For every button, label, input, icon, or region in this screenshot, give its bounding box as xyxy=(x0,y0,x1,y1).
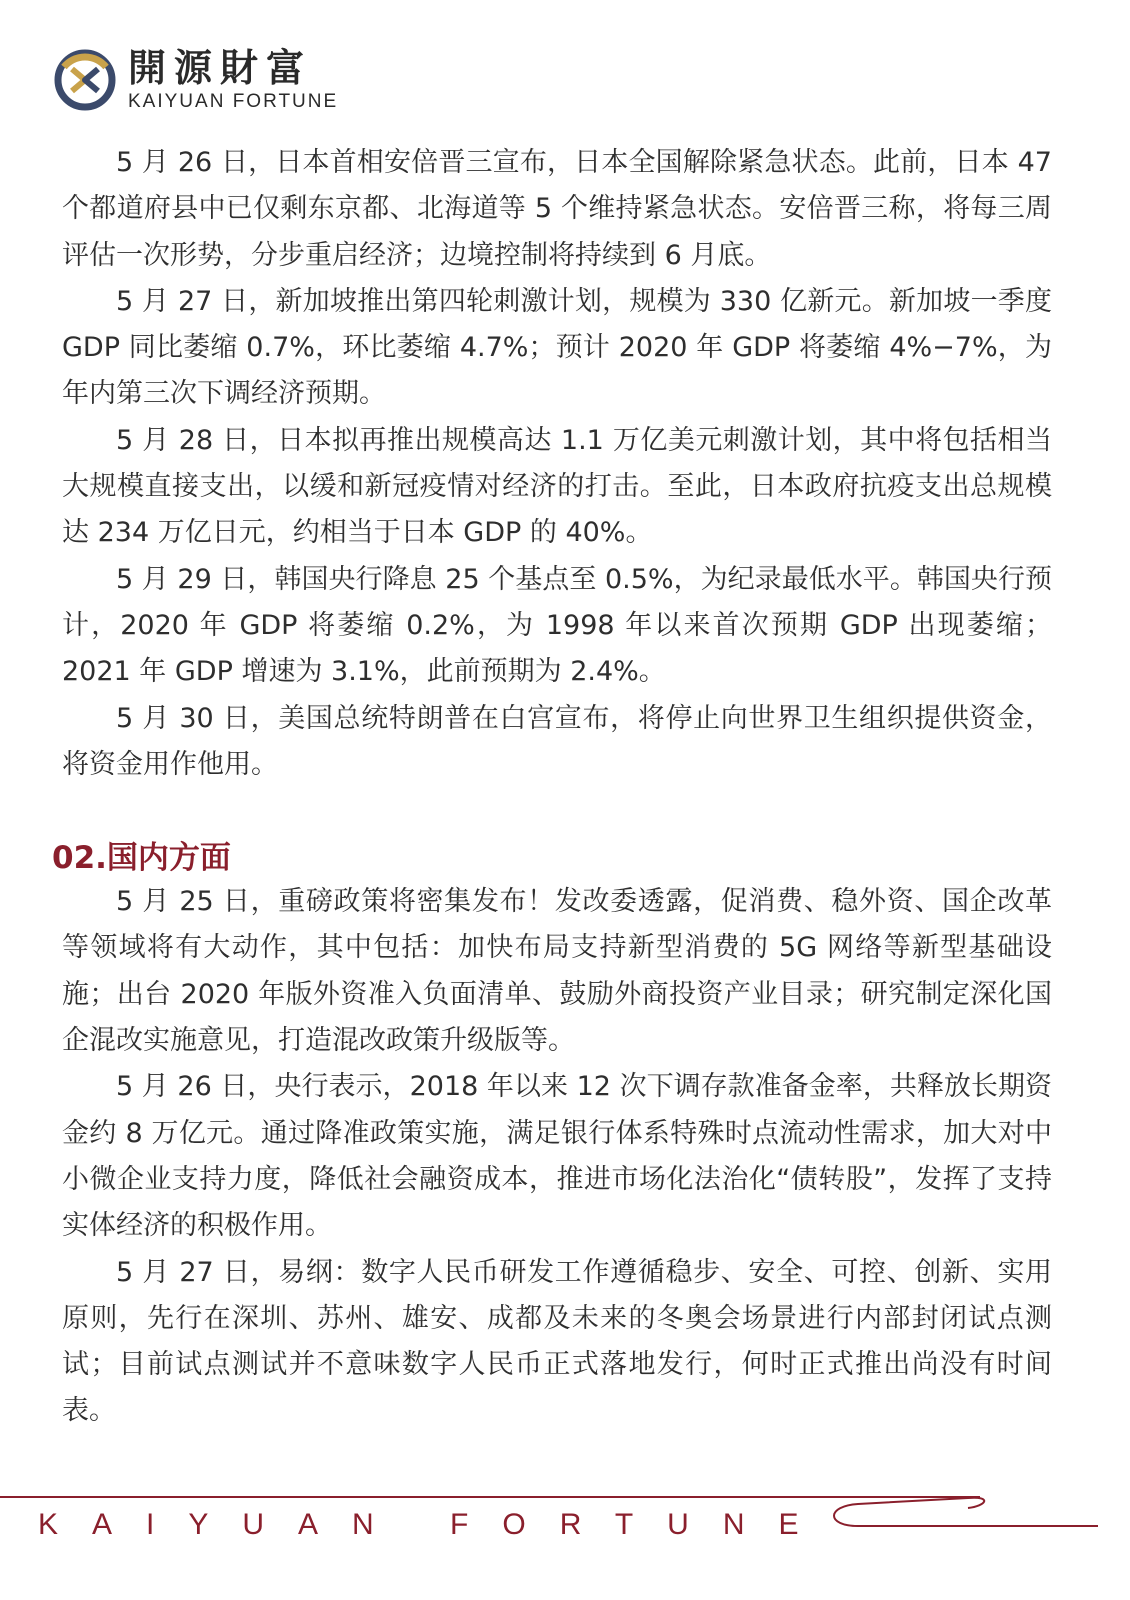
footer-brand-text: KAIYUAN FORTUNE xyxy=(38,1508,833,1541)
logo-english-name: KAIYUAN FORTUNE xyxy=(128,91,339,112)
logo-text xyxy=(128,46,338,114)
page-footer xyxy=(0,1490,1130,1570)
paragraph-us-who: 5 月 30 日，美国总统特朗普在白宫宣布，将停止向世界卫生组织提供资金，将资金用作他用。 xyxy=(62,702,1052,780)
logo-chinese-name: 開源財富 xyxy=(128,45,313,90)
paragraph-digital-rmb: 5 月 27 日，易纲：数字人民币研发工作遵循稳步、安全、可控、创新、实用原则，先行在深圳、苏州、雄安、成都及未来的冬奥会场景进行内部封闭试点测试；目前试点测试并不意味数字人民币正式落地发行，何时正式推出尚没有时间表。 xyxy=(62,1256,1052,1427)
paragraph-singapore-stimulus: 5 月 27 日，新加坡推出第四轮刺激计划，规模为 330 亿新元。新加坡一季度 GDP 同比萎缩 0.7%，环比萎缩 4.7%；预计 2020 年 GDP 将萎缩 4%−7%，为年内第三次下调经济预期。 xyxy=(62,285,1052,410)
kaiyuan-logo-icon xyxy=(52,47,118,113)
footer-swoosh-icon xyxy=(818,1490,1108,1540)
section-title-domestic: 02.国内方面 xyxy=(52,840,231,877)
page-header xyxy=(52,40,338,120)
paragraph-pboc-rrr: 5 月 26 日，央行表示，2018 年以来 12 次下调存款准备金率，共释放长期资金约 8 万亿元。通过降准政策实施，满足银行体系特殊时点流动性需求，加大对中小微企业支持力度，降低社会融资成本，推进市场化法治化“债转股”，发挥了支持实体经济的积极作用。 xyxy=(62,1071,1052,1242)
paragraph-korea-rate-cut: 5 月 29 日，韩国央行降息 25 个基点至 0.5%，为纪录最低水平。韩国央行预计，2020 年 GDP 将萎缩 0.2%，为 1998 年以来首次预期 GDP 出现萎缩；2021 年 GDP 增速为 3.1%，此前预期为 2.4%。 xyxy=(62,563,1052,688)
paragraph-ndrc-policy: 5 月 25 日，重磅政策将密集发布！发改委透露，促消费、稳外资、国企改革等领域将有大动作，其中包括：加快布局支持新型消费的 5G 网络等新型基础设施；出台 2020 年版外资准入负面清单、鼓励外商投资产业目录；研究制定深化国企混改实施意见，打造混改政策升级版等。 xyxy=(62,886,1052,1057)
paragraph-japan-stimulus: 5 月 28 日，日本拟再推出规模高达 1.1 万亿美元刺激计划，其中将包括相当大规模直接支出，以缓和新冠疫情对经济的打击。至此，日本政府抗疫支出总规模达 234 万亿日元，约相当于日本 GDP 的 40%。 xyxy=(62,424,1052,549)
article-body xyxy=(52,140,1052,1435)
paragraph-japan-emergency: 5 月 26 日，日本首相安倍晋三宣布，日本全国解除紧急状态。此前，日本 47 个都道府县中已仅剩东京都、北海道等 5 个维持紧急状态。安倍晋三称，将每三周评估一次形势，分步重启经济；边境控制将持续到 6 月底。 xyxy=(62,147,1052,271)
